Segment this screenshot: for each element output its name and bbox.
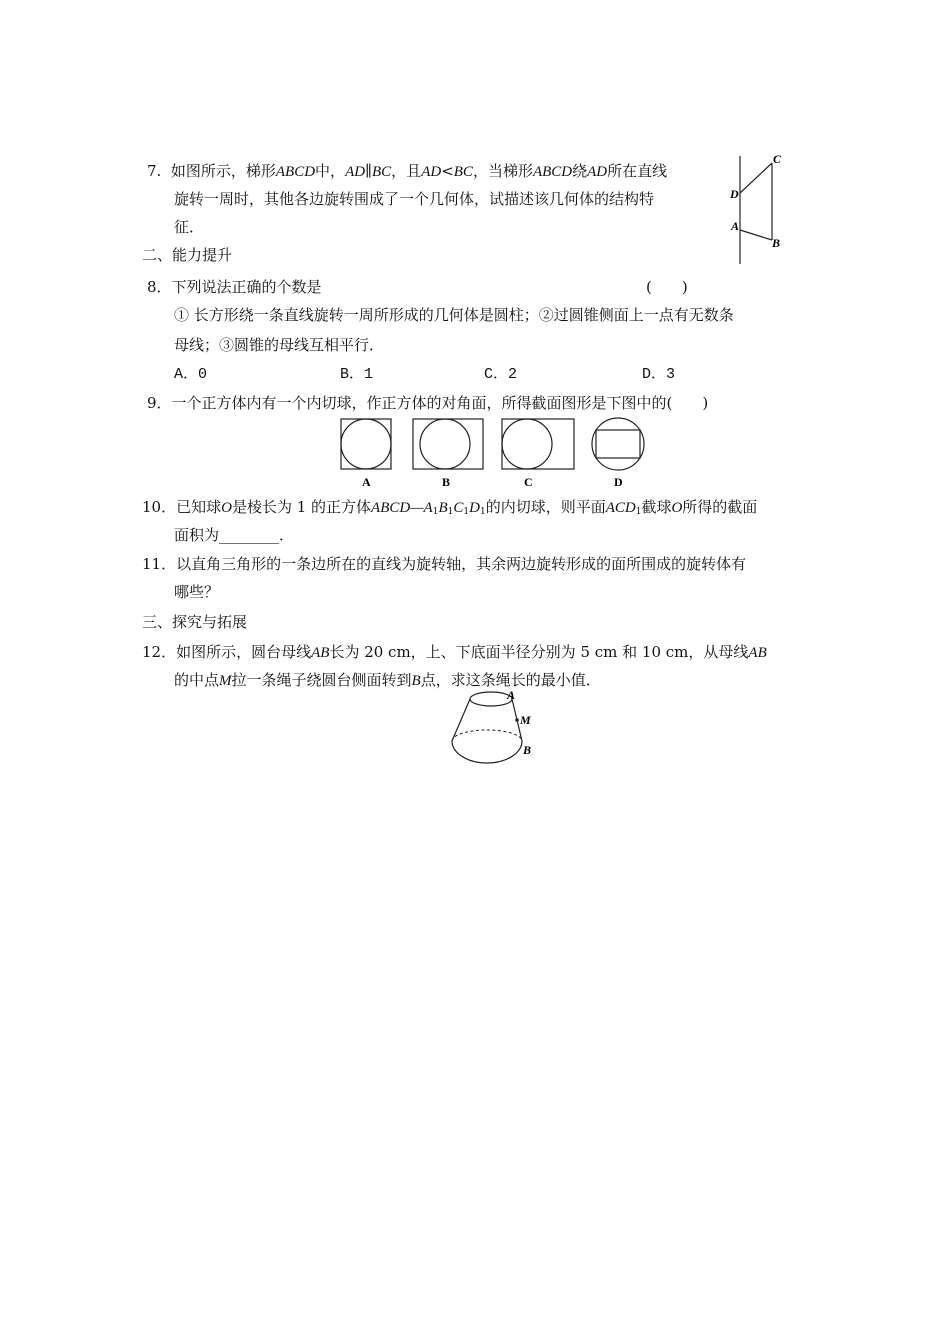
q8-stem: 下列说法正确的个数是 [171,278,322,296]
q7-text: BC [453,164,473,180]
q7-text: < [441,162,454,180]
q10-text: 所得的截面 [682,498,758,516]
q7-number: 7. [147,162,162,180]
option-label-c: C [524,475,533,489]
q10-text: 截球 [641,498,672,516]
q8-line3: 母线；③圆锥的母线互相平行． [174,336,385,354]
q12-text: 点，求这条绳长的最小值． [420,671,601,689]
q12-text: B [411,673,421,689]
q10-text: 的内切球，则平面 [485,498,606,516]
q10-text: B [438,500,448,516]
point-label-b: B [772,236,781,250]
q7-text: ，且 [391,162,422,180]
q10-text: ABCD—A [371,500,433,516]
trapezoid-figure [722,150,792,268]
q11-number: 11． [142,555,177,573]
q10-text: O [221,500,232,516]
q7-text: AD [587,164,608,180]
q10-text: ACD [605,500,636,516]
q12-text: 如图所示，圆台母线 [176,643,312,661]
cross-section-options-figure [335,416,655,490]
q7-text: ABCD [532,164,573,180]
q8-option-c: C．2 [484,366,518,383]
q12-number: 12． [142,643,177,661]
q7-text: BC [372,164,392,180]
q10-text: O [671,500,683,516]
q7-line3: 征． [174,218,205,236]
option-label-d: D [614,475,623,489]
q11-line1 [142,553,746,575]
q10-text: 是棱长为 1 的正方体 [231,498,372,516]
q10-text: 1 [479,507,486,517]
q10-text: 1 [447,507,454,517]
q8-option-d: D．3 [642,366,676,383]
q7-text: ABCD [275,164,316,180]
q8-option-b: B．1 [340,366,374,383]
section-heading-explore: 三、探究与拓展 [142,613,248,631]
q7-text: ∥ [365,162,372,180]
q12-text: M [219,673,232,689]
q7-text: 中， [315,162,346,180]
q10-text: 1 [463,507,470,517]
q10-text: 1 [635,507,642,517]
point-label-d: D [730,187,739,201]
q7-text: 绕 [572,162,588,180]
q10-text: 已知球 [176,498,222,516]
option-label-a: A [362,475,371,489]
q7-line2: 旋转一周时，其他各边旋转围成了一个几何体，试描述该几何体的结构特 [174,190,655,208]
midpoint-m-dot [515,718,519,722]
frustum-figure [444,688,544,770]
q7-text: ，当梯形 [472,162,533,180]
q12-line1 [142,641,767,664]
q7-line1 [147,160,667,183]
section-heading-ability: 二、能力提升 [142,246,233,264]
q11-line2: 哪些？ [174,583,220,601]
q8-number: 8． [147,278,172,296]
q9-line1 [147,392,708,414]
point-label-c: C [773,152,782,166]
point-label-a: A [731,219,740,233]
q12-text: 的中点 [174,671,220,689]
q10-line2: 面积为________． [174,526,295,544]
q10-text: D [469,500,480,516]
point-label-m: M [520,713,531,727]
q7-text: 所在直线 [607,162,668,180]
q11-text: 以直角三角形的一条边所在的直线为旋转轴，其余两边旋转形成的面所围成的旋转体有 [176,555,747,573]
q8-answer-paren: ( ) [646,278,688,296]
q7-text: 如图所示，梯形 [170,162,276,180]
q8-line1 [147,276,322,298]
q7-text: AD [421,164,442,180]
q12-text: 拉一条绳子绕圆台侧面转到 [231,671,412,689]
q12-text: AB [311,645,330,661]
q10-text: 1 [432,507,439,517]
q10-text: C [453,500,464,516]
q12-text: AB [748,645,767,661]
q9-stem: 一个正方体内有一个内切球，作正方体的对角面，所得截面图形是下图中的( ) [171,394,709,412]
point-label-b: B [523,743,532,757]
q8-line2: ① 长方形绕一条直线旋转一周所形成的几何体是圆柱；②过圆锥侧面上一点有无数条 [174,306,734,324]
option-label-b: B [442,475,451,489]
q10-line1 [142,496,757,523]
q9-number: 9． [147,394,172,412]
q8-option-a: A．0 [174,366,208,383]
q10-number: 10． [142,498,177,516]
point-label-a: A [507,688,516,702]
q7-text: AD [345,164,366,180]
q12-text: 长为 20 cm，上、下底面半径分别为 5 cm 和 10 cm，从母线 [329,643,749,661]
